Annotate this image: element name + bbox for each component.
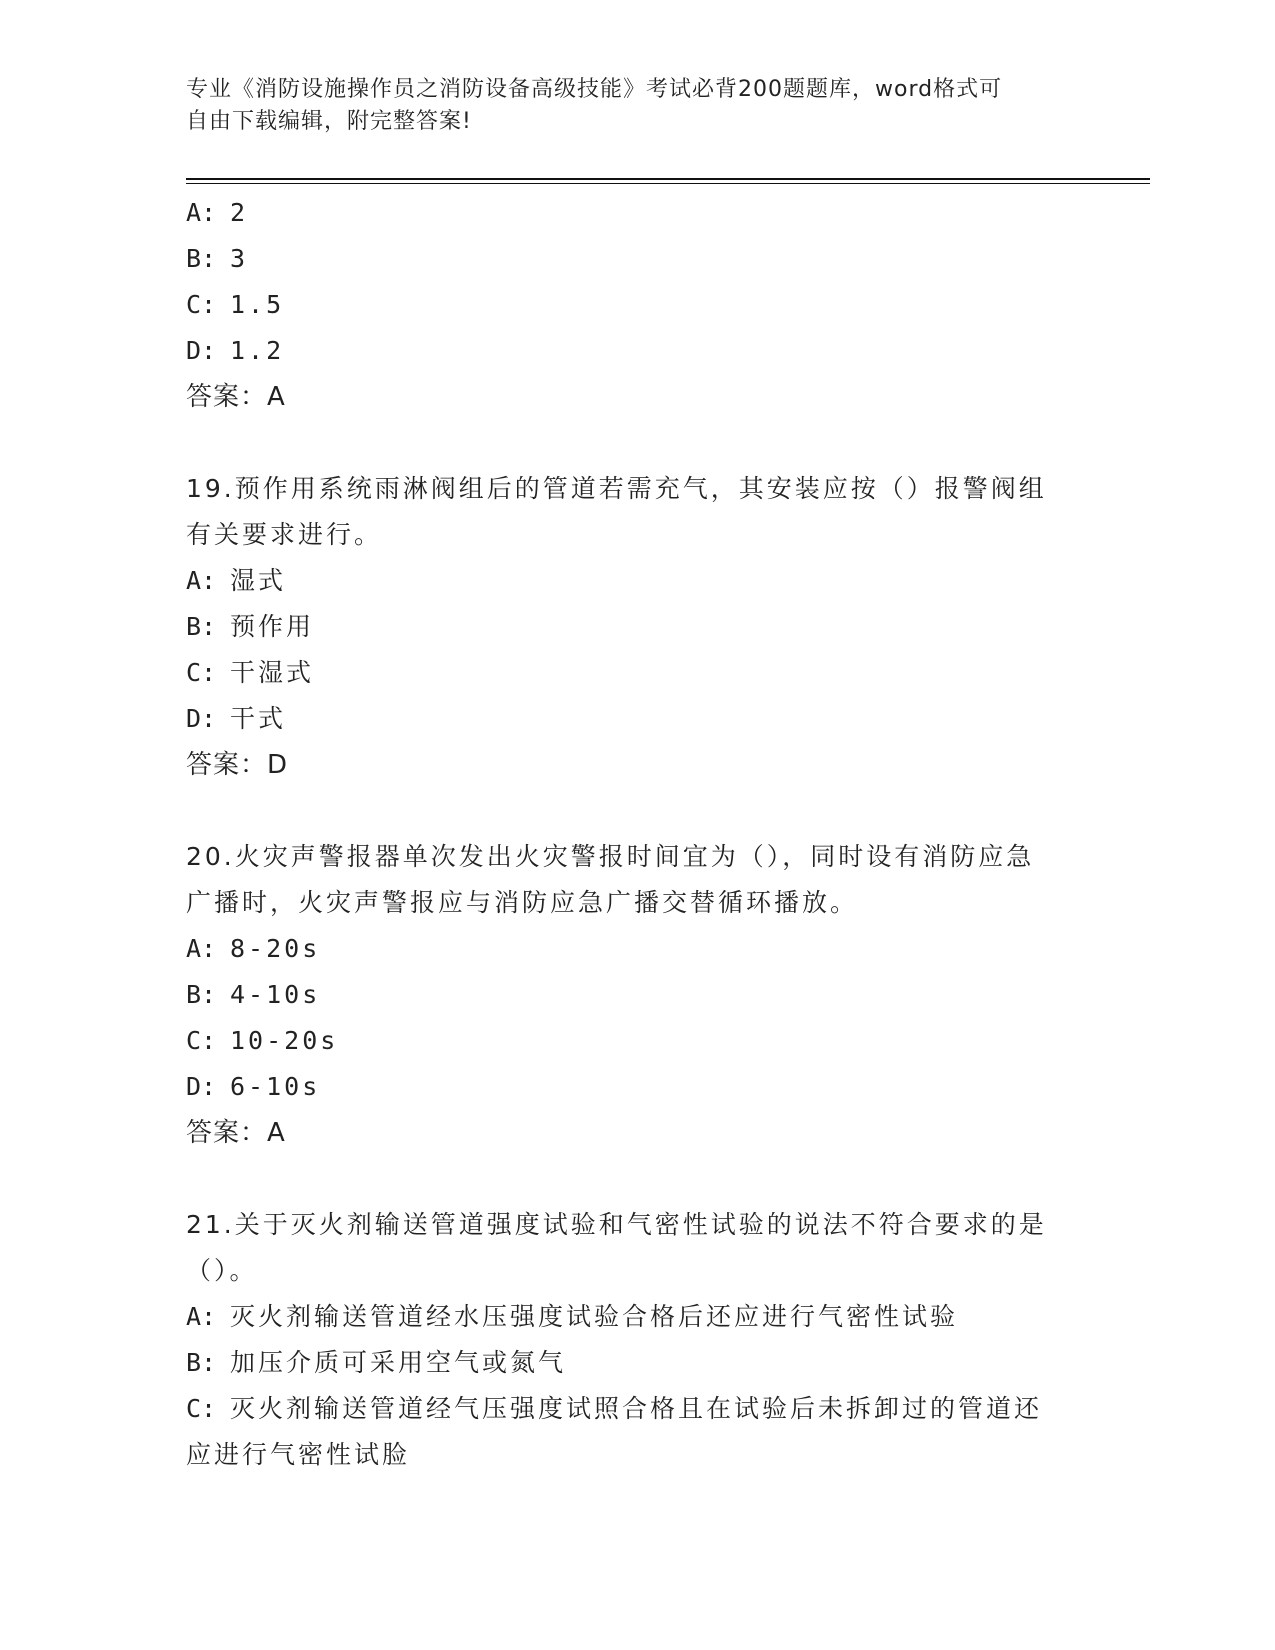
option-c: C: 灭火剂输送管道经气压强度试照合格且在试验后未拆卸过的管道还 <box>186 1394 1043 1423</box>
option-b: B: 预作用 <box>186 612 315 641</box>
question-text-line: 21.关于灭火剂输送管道强度试验和气密性试验的说法不符合要求的是 <box>186 1210 1047 1239</box>
document-header <box>186 74 1066 138</box>
question-text-line: 19.预作用系统雨淋阀组后的管道若需充气，其安装应按（）报警阀组 <box>186 474 1047 503</box>
option-b: B: 加压介质可采用空气或氮气 <box>186 1348 567 1377</box>
option-d: D: 干式 <box>186 704 287 733</box>
document-body <box>186 190 1076 1478</box>
question-19-block <box>186 466 1076 788</box>
option-c: C: 1.5 <box>186 290 285 319</box>
option-d: D: 6-10s <box>186 1072 321 1101</box>
header-divider-thin <box>186 183 1150 184</box>
question-text-line: 有关要求进行。 <box>186 520 383 549</box>
question-text-line: （）。 <box>186 1256 258 1285</box>
option-c: C: 10-20s <box>186 1026 339 1055</box>
option-a: A: 2 <box>186 198 249 227</box>
header-line-1: 专业《消防设施操作员之消防设备高级技能》考试必背200题题库，word格式可 <box>186 77 1003 102</box>
option-c-continuation: 应进行气密性试脸 <box>186 1440 411 1469</box>
question-text-line: 20.火灾声警报器单次发出火灾警报时间宜为（），同时设有消防应急 <box>186 842 1035 871</box>
answer-line: 答案：A <box>186 1118 286 1148</box>
question-20-block <box>186 834 1076 1156</box>
question-18-block <box>186 190 1076 420</box>
question-text-line: 广播时，火灾声警报应与消防应急广播交替循环播放。 <box>186 888 859 917</box>
header-divider-thick <box>186 178 1150 180</box>
header-line-2: 自由下载编辑，附完整答案! <box>186 109 472 134</box>
option-c: C: 干湿式 <box>186 658 315 687</box>
option-b: B: 4-10s <box>186 980 321 1009</box>
option-a: A: 8-20s <box>186 934 321 963</box>
option-d: D: 1.2 <box>186 336 285 365</box>
answer-line: 答案：A <box>186 382 286 412</box>
option-a: A: 灭火剂输送管道经水压强度试验合格后还应进行气密性试验 <box>186 1302 959 1331</box>
option-b: B: 3 <box>186 244 249 273</box>
option-a: A: 湿式 <box>186 566 287 595</box>
question-21-block <box>186 1202 1076 1478</box>
answer-line: 答案：D <box>186 750 289 780</box>
